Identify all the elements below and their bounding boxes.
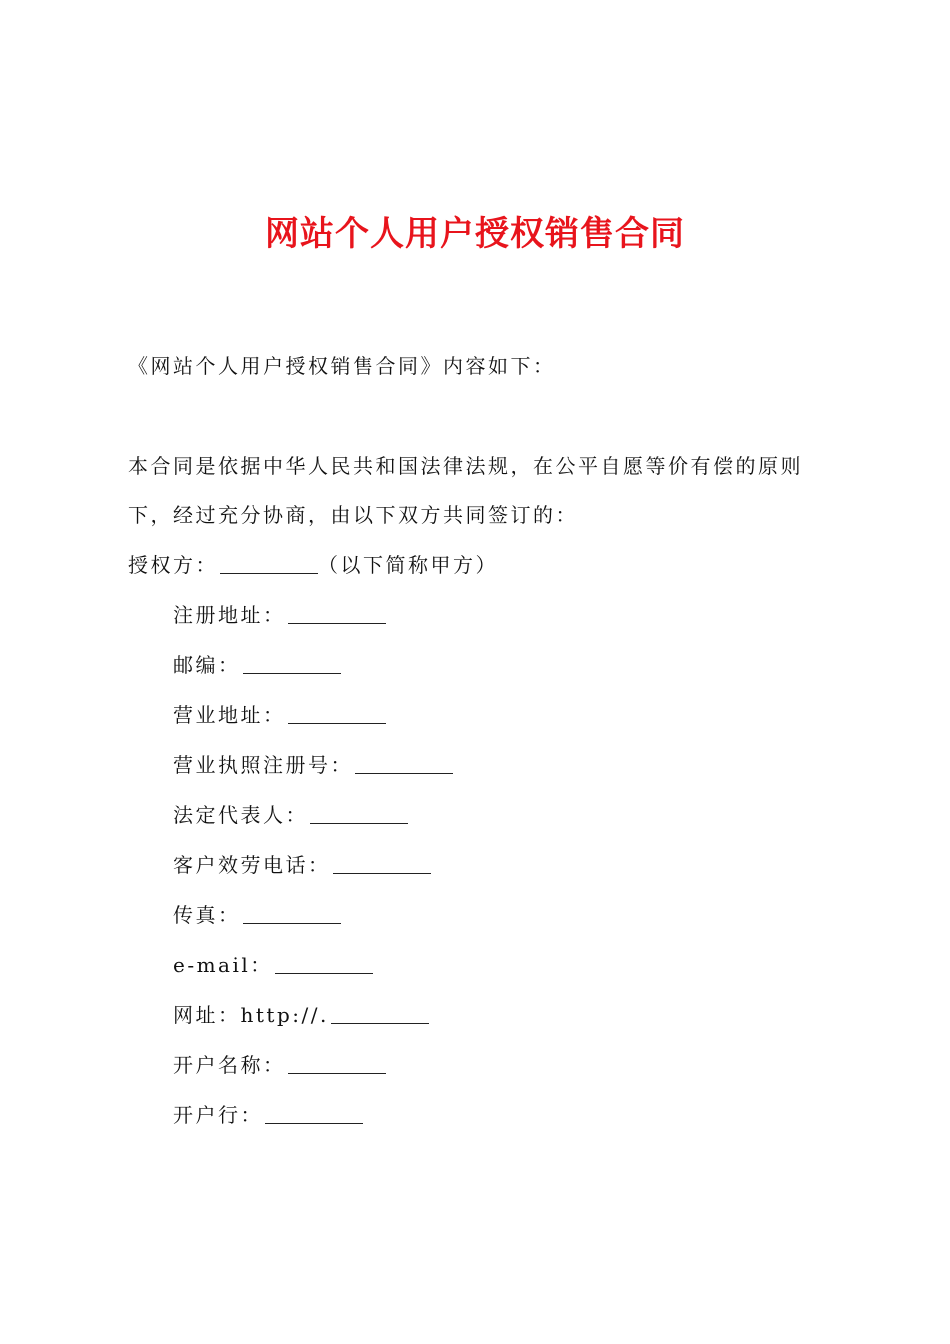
field-legal-representative — [173, 800, 408, 830]
field-label: 注册地址： — [173, 603, 286, 627]
field-blank — [288, 703, 386, 724]
field-blank — [243, 653, 341, 674]
field-label: 开户行： — [173, 1103, 263, 1127]
field-postcode — [173, 650, 341, 680]
field-blank — [333, 853, 431, 874]
field-registered-address — [173, 600, 386, 630]
field-label: 传真： — [173, 903, 241, 927]
field-label: 客户效劳电话： — [173, 853, 331, 877]
field-blank — [243, 903, 341, 924]
field-email — [173, 950, 373, 980]
field-bank — [173, 1100, 363, 1130]
field-label: 邮编： — [173, 653, 241, 677]
field-blank — [288, 603, 386, 624]
field-label: 法定代表人： — [173, 803, 308, 827]
field-blank — [265, 1103, 363, 1124]
field-fax — [173, 900, 341, 930]
field-blank — [275, 953, 373, 974]
document-title: 网站个人用户授权销售合同 — [265, 214, 685, 254]
paragraph-line-2: 下，经过充分协商，由以下双方共同签订的： — [128, 503, 578, 527]
authorizer-line — [128, 550, 498, 580]
field-label: 营业执照注册号： — [173, 753, 353, 777]
authorizer-suffix: （以下简称甲方） — [318, 553, 498, 577]
field-business-address — [173, 700, 386, 730]
field-license-number — [173, 750, 453, 780]
field-blank — [288, 1053, 386, 1074]
field-blank — [331, 1003, 429, 1024]
field-label: 营业地址： — [173, 703, 286, 727]
field-label: 开户名称： — [173, 1053, 286, 1077]
field-account-name — [173, 1050, 386, 1080]
field-blank — [355, 753, 453, 774]
field-label: e-mail： — [173, 953, 273, 977]
authorizer-blank — [220, 553, 318, 574]
intro-line: 《网站个人用户授权销售合同》内容如下： — [128, 354, 556, 378]
field-website — [173, 1000, 429, 1030]
field-service-phone — [173, 850, 431, 880]
field-label: 网址：http://. — [173, 1003, 329, 1027]
paragraph-line-1: 本合同是依据中华人民共和国法律法规，在公平自愿等价有偿的原则 — [128, 454, 803, 478]
authorizer-label: 授权方： — [128, 553, 218, 577]
field-blank — [310, 803, 408, 824]
